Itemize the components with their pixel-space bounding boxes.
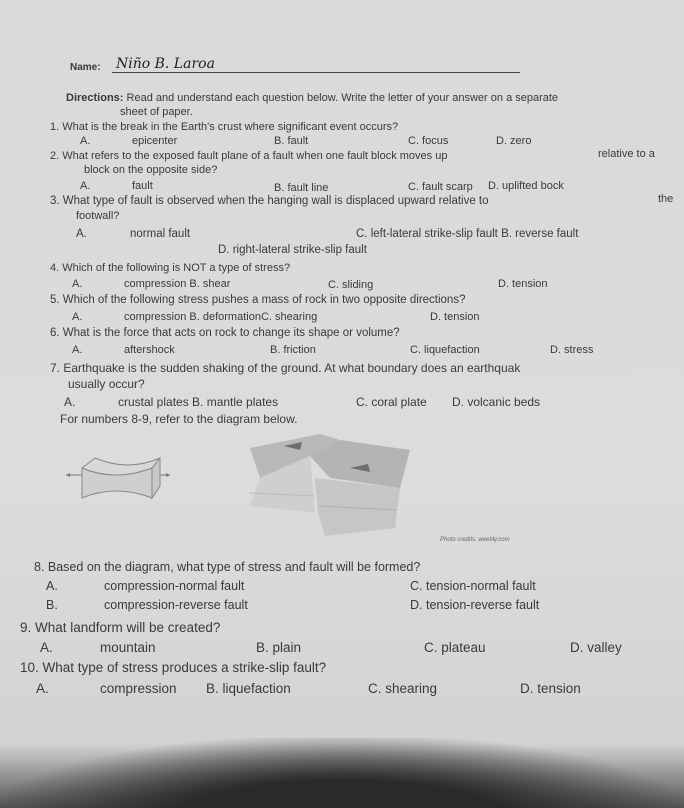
question-9: 9. What landform will be created? — [20, 620, 221, 635]
q10-option-c: C. shearing — [368, 681, 438, 696]
q3-option-d: D. right-lateral strike-slip fault — [218, 244, 367, 256]
q10-option-a-letter: A. — [36, 681, 49, 696]
q8-option-a: compression-normal fault — [104, 579, 245, 593]
q6-option-d: D. stress — [550, 344, 594, 356]
directions-text: Read and understand each question below. Write the letter of your answer on a separate — [126, 92, 559, 104]
q4-option-d: D. tension — [498, 278, 548, 290]
q6-option-a: aftershock — [124, 344, 175, 356]
question-4: 4. Which of the following is NOT a type of stress? — [50, 262, 291, 274]
q10-option-a: compression — [100, 681, 177, 696]
q8-option-c: C. tension-normal fault — [410, 579, 536, 593]
question-2-tail: relative to a — [598, 148, 655, 160]
directions-label: Directions: — [66, 92, 124, 104]
q5-option-d: D. tension — [430, 311, 480, 323]
question-7: 7. Earthquake is the sudden shaking of the ground. At what boundary does an earthquak — [50, 361, 521, 375]
diagram-intro: For numbers 8-9, refer to the diagram below. — [60, 412, 298, 426]
q10-option-b: B. liquefaction — [206, 681, 291, 696]
q8-option-a-letter: A. — [46, 579, 58, 593]
q6-option-a-letter: A. — [72, 344, 83, 356]
q2-option-d: D. uplifted bock — [488, 180, 564, 192]
question-6: 6. What is the force that acts on rock to change its shape or volume? — [50, 327, 400, 339]
q6-option-c: C. liquefaction — [410, 344, 480, 356]
q3-option-a-letter: A. — [76, 228, 87, 240]
q4-option-c: C. sliding — [328, 279, 374, 291]
q1-option-a-letter: A. — [80, 135, 91, 147]
tension-stress-diagram — [60, 440, 180, 520]
q9-option-a: mountain — [100, 640, 156, 655]
q7-option-d: D. volcanic beds — [452, 395, 541, 409]
arrow-left-icon — [66, 473, 70, 477]
question-2: 2. What refers to the exposed fault plane of a fault when one fault block moves up — [50, 150, 448, 162]
q4-option-a-b: compression B. shear — [124, 278, 231, 290]
q4-option-a-letter: A. — [72, 278, 83, 290]
question-8: 8. Based on the diagram, what type of stress and fault will be formed? — [34, 560, 421, 574]
q9-option-b: B. plain — [256, 640, 302, 655]
q5-option-a-letter: A. — [72, 311, 83, 323]
name-value: Niño B. Laroa — [116, 56, 215, 72]
q9-option-c: C. plateau — [424, 640, 486, 655]
q5-option-a-c: compression B. deformationC. shearing — [124, 311, 318, 323]
name-underline — [112, 72, 520, 73]
question-3-line-2: footwall? — [76, 210, 120, 222]
arrow-right-icon — [166, 473, 170, 477]
q1-option-c: C. focus — [408, 135, 449, 147]
question-10: 10. What type of stress produces a strike-slip fault? — [20, 660, 327, 675]
q7-option-a-b: crustal plates B. mantle plates — [118, 395, 279, 409]
q1-option-d: D. zero — [496, 135, 532, 147]
question-2-line-2: block on the opposite side? — [84, 164, 218, 176]
question-7-line-2: usually occur? — [68, 377, 145, 391]
question-3: 3. What type of fault is observed when the hanging wall is displaced upward relative to — [50, 195, 489, 207]
q6-option-b: B. friction — [270, 344, 316, 356]
q8-option-d: D. tension-reverse fault — [410, 598, 540, 612]
q3-option-c-b: C. left-lateral strike-slip fault B. reverse fault — [356, 228, 579, 240]
directions-text-2: sheet of paper. — [120, 106, 193, 118]
q8-option-b: compression-reverse fault — [104, 598, 248, 612]
q7-option-c: C. coral plate — [356, 395, 427, 409]
strike-slip-fault-block-diagram — [240, 428, 420, 548]
question-5: 5. Which of the following stress pushes a mass of rock in two opposite directions? — [50, 294, 466, 306]
photo-credit: Photo credits: weebly.com — [440, 537, 510, 543]
q1-option-a: epicenter — [132, 135, 178, 147]
q7-option-a-letter: A. — [64, 395, 76, 409]
q8-option-b-letter: B. — [46, 598, 58, 612]
q2-option-a-letter: A. — [80, 180, 91, 192]
name-label: Name: — [70, 62, 101, 73]
q9-option-d: D. valley — [570, 640, 622, 655]
question-1: 1. What is the break in the Earth's crust where significant event occurs? — [50, 121, 399, 133]
q10-option-d: D. tension — [520, 681, 581, 696]
q1-option-b: B. fault — [274, 135, 309, 147]
q2-option-c: C. fault scarp — [408, 181, 473, 193]
question-3-tail: the — [658, 193, 674, 205]
q3-option-a: normal fault — [130, 228, 191, 240]
q2-option-a: fault — [132, 180, 153, 192]
q9-option-a-letter: A. — [40, 640, 53, 655]
photo-shadow — [0, 738, 684, 808]
q2-option-b: B. fault line — [274, 182, 329, 194]
